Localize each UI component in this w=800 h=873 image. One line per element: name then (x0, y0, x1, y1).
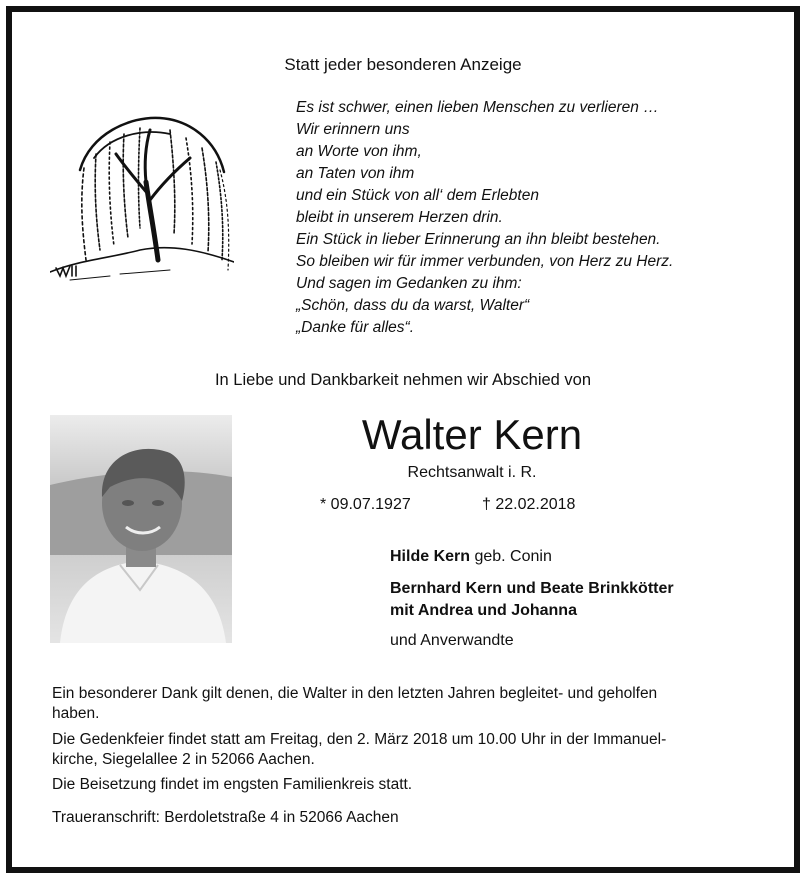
mourning-address: Traueranschrift: Berdoletstraße 4 in 52066 Aachen (52, 809, 399, 826)
ceremony-line: Die Gedenkfeier findet statt am Freitag, den 2. März 2018 um 10.00 Uhr in der Immanuel- (52, 731, 667, 748)
farewell-intro: In Liebe und Dankbarkeit nehmen wir Abschied von (214, 371, 592, 389)
thanks-line: Ein besonderer Dank gilt denen, die Walter in den letzten Jahren begleitet- und geholfen (52, 685, 658, 702)
deceased-profession: Rechtsanwalt i. R. (407, 464, 537, 481)
children-line: Bernhard Kern und Beate Brinkkötter (390, 580, 674, 597)
poem-line: an Worte von ihm, (296, 143, 422, 160)
family-member-spouse (390, 546, 552, 568)
thanks-line: haben. (52, 705, 100, 722)
thanks-paragraph (52, 684, 772, 724)
family-member-children (390, 578, 674, 600)
poem-line: Und sagen im Gedanken zu ihm: (296, 275, 522, 292)
death-date: † 22.02.2018 (482, 496, 576, 513)
ceremony-line: kirche, Siegelallee 2 in 52066 Aachen. (52, 751, 315, 768)
poem-line: bleibt in unserem Herzen drin. (296, 209, 503, 226)
family-member-grandchildren (390, 600, 577, 622)
spouse-name: Hilde Kern (390, 548, 471, 565)
burial-paragraph: Die Beisetzung findet im engsten Familienkreis statt. (52, 776, 413, 793)
poem-line: „Danke für alles“. (296, 319, 415, 336)
grandchildren-line: mit Andrea und Johanna (390, 602, 577, 619)
portrait-image (50, 415, 232, 643)
poem-line: an Taten von ihm (296, 165, 415, 182)
weeping-willow-icon (50, 110, 234, 308)
ceremony-paragraph (52, 730, 772, 770)
birth-date: * 09.07.1927 (320, 496, 411, 513)
memorial-poem (296, 97, 673, 339)
spouse-maiden-name: geb. Conin (470, 548, 552, 565)
poem-line: „Schön, dass du da warst, Walter“ (296, 297, 530, 314)
notice-heading: Statt jeder besonderen Anzeige (284, 55, 522, 74)
poem-line: Ein Stück in lieber Erinnerung an ihn bleibt bestehen. (296, 231, 661, 248)
portrait-photo (50, 415, 232, 643)
poem-line: So bleiben wir für immer verbunden, von Herz zu Herz. (296, 253, 674, 270)
family-relatives: und Anverwandte (390, 632, 514, 649)
deceased-name: Walter Kern (361, 411, 583, 458)
obituary-notice (6, 6, 800, 873)
poem-line: Wir erinnern uns (296, 121, 410, 138)
poem-line: und ein Stück von all‘ dem Erlebten (296, 187, 539, 204)
poem-line: Es ist schwer, einen lieben Menschen zu verlieren … (296, 99, 659, 116)
